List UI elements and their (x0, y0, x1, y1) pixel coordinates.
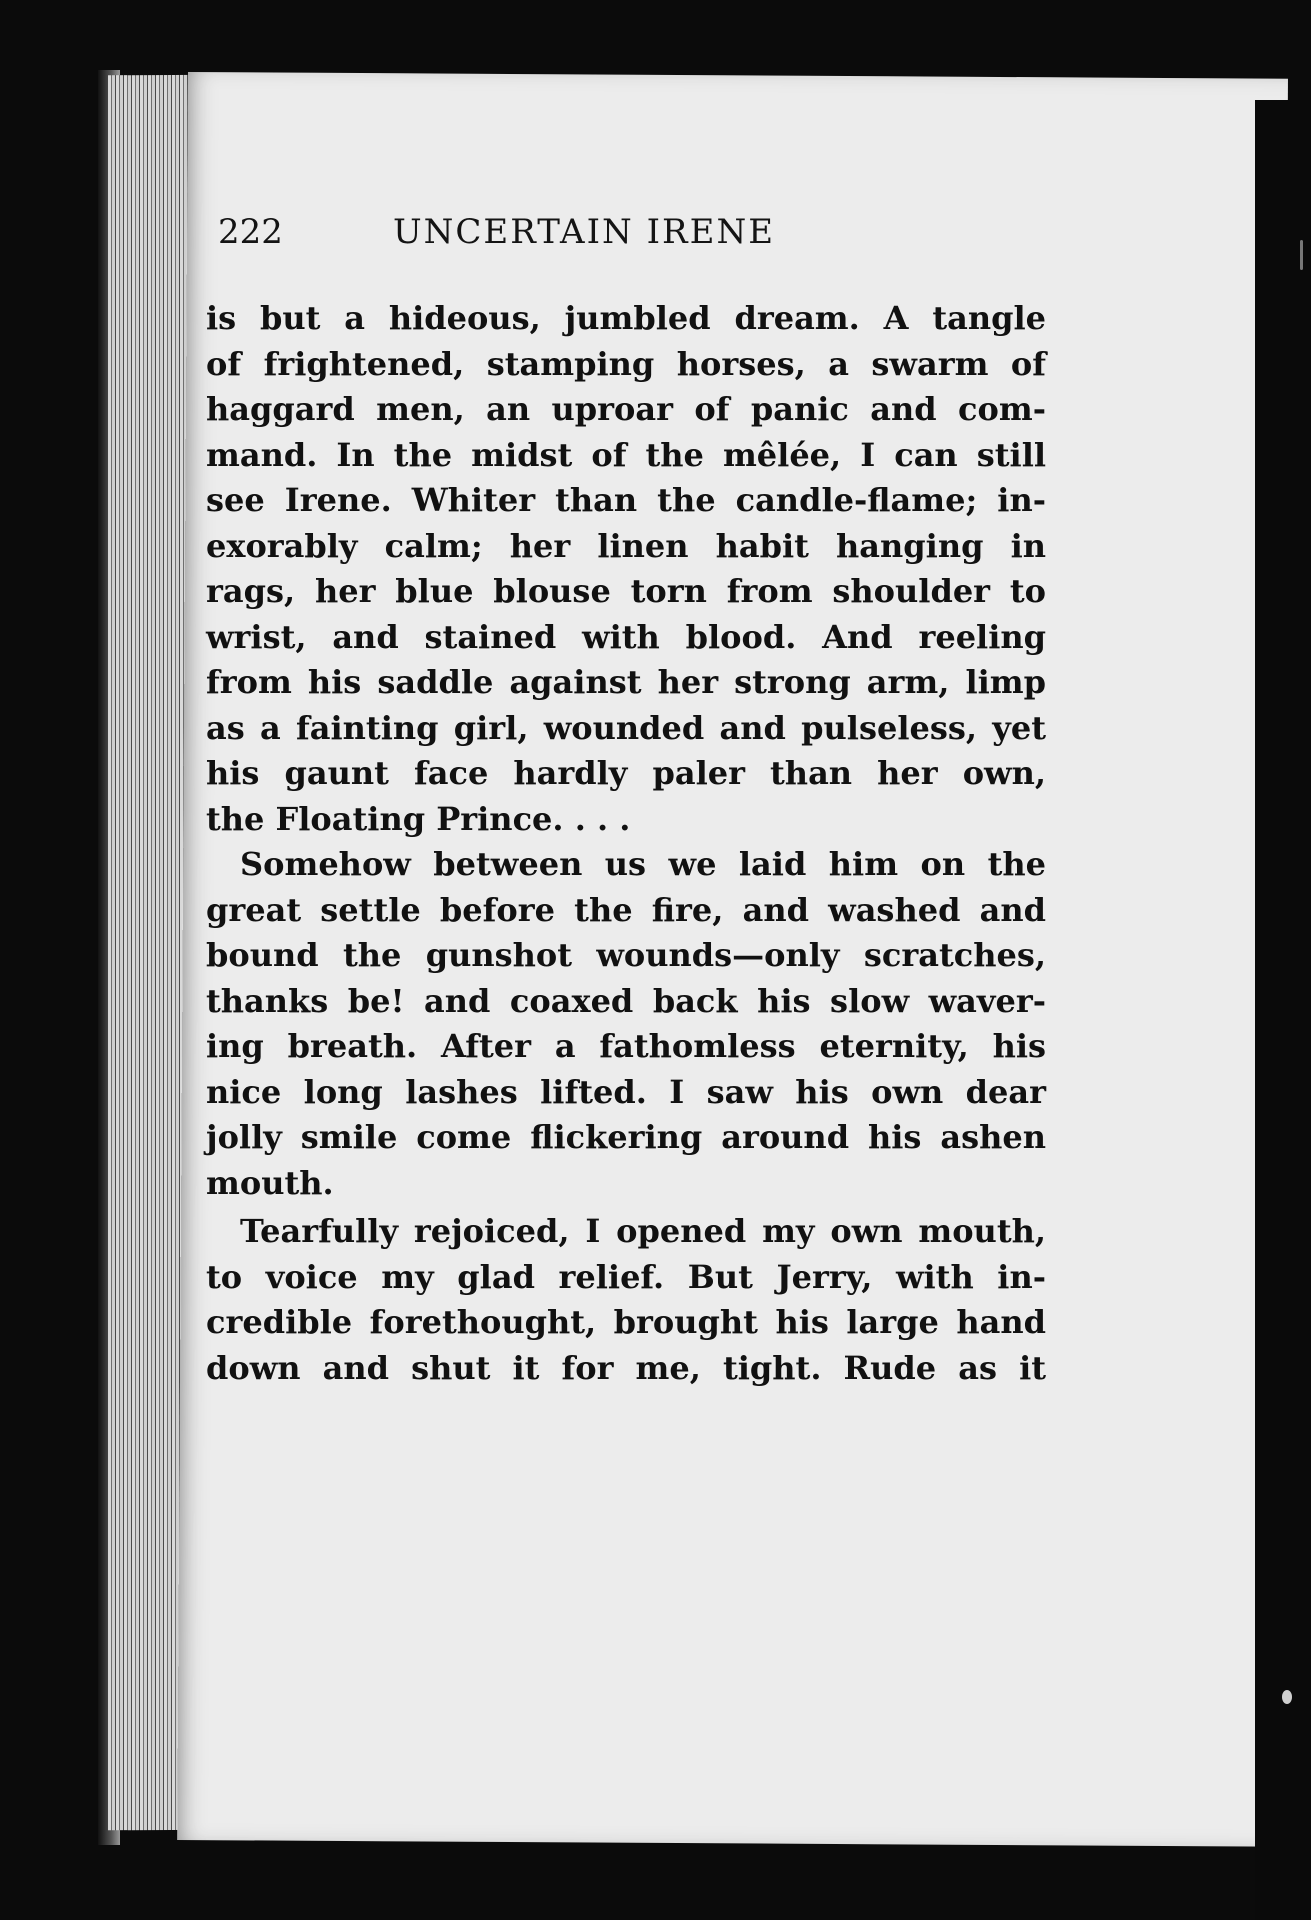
text-line: of frightened, stamping horses, a swarm of (206, 344, 1046, 383)
text-line: mouth. (206, 1163, 334, 1202)
text-line: rags, her blue blouse torn from shoulder to (206, 572, 1046, 610)
text-line: ing breath. After a fathomless eternity, his (206, 1027, 1046, 1065)
text-line: as a fainting girl, wounded and pulseless, yet (206, 708, 1046, 747)
text-line: haggard men, an uproar of panic and com- (206, 390, 1046, 428)
page-header (218, 212, 1058, 272)
scan-speck (1282, 1690, 1292, 1704)
text-line: see Irene. Whiter than the candle-flame; in- (206, 481, 1046, 519)
text-line: his gaunt face hardly paler than her own, (206, 754, 1046, 792)
text-line: to voice my glad relief. But Jerry, with in- (206, 1257, 1046, 1296)
scan-speck (1300, 240, 1303, 270)
text-line: nice long lashes lifted. I saw his own dear (206, 1072, 1046, 1111)
paragraph (206, 842, 1046, 1206)
scan-border (1255, 100, 1311, 1920)
text-line: wrist, and stained with blood. And reeling (206, 617, 1046, 656)
running-head: UNCERTAIN IRENE (393, 212, 776, 252)
page-number: 222 (218, 212, 283, 252)
text-line: the Floating Prince. . . . (206, 799, 631, 838)
text-line: Tearfully rejoiced, I opened my own mouth, (240, 1212, 1046, 1250)
text-line: thanks be! and coaxed back his slow waver- (206, 981, 1046, 1020)
text-line: great settle before the fire, and washed and (206, 890, 1046, 929)
text-line: mand. In the midst of the mêlée, I can still (206, 435, 1046, 474)
text-line: bound the gunshot wounds—only scratches, (206, 936, 1046, 974)
text-line: Somehow between us we laid him on the (240, 845, 1046, 883)
text-line: down and shut it for me, tight. Rude as it (206, 1348, 1046, 1387)
body-text (206, 296, 1046, 1391)
text-line: credible forethought, brought his large hand (206, 1303, 1046, 1341)
text-line: from his saddle against her strong arm, limp (206, 663, 1046, 701)
paragraph (206, 296, 1046, 842)
text-line: is but a hideous, jumbled dream. A tangle (206, 299, 1046, 337)
text-line: exorably calm; her linen habit hanging in (206, 526, 1046, 565)
paragraph (206, 1209, 1046, 1391)
text-line: jolly smile come flickering around his ashen (206, 1118, 1046, 1156)
